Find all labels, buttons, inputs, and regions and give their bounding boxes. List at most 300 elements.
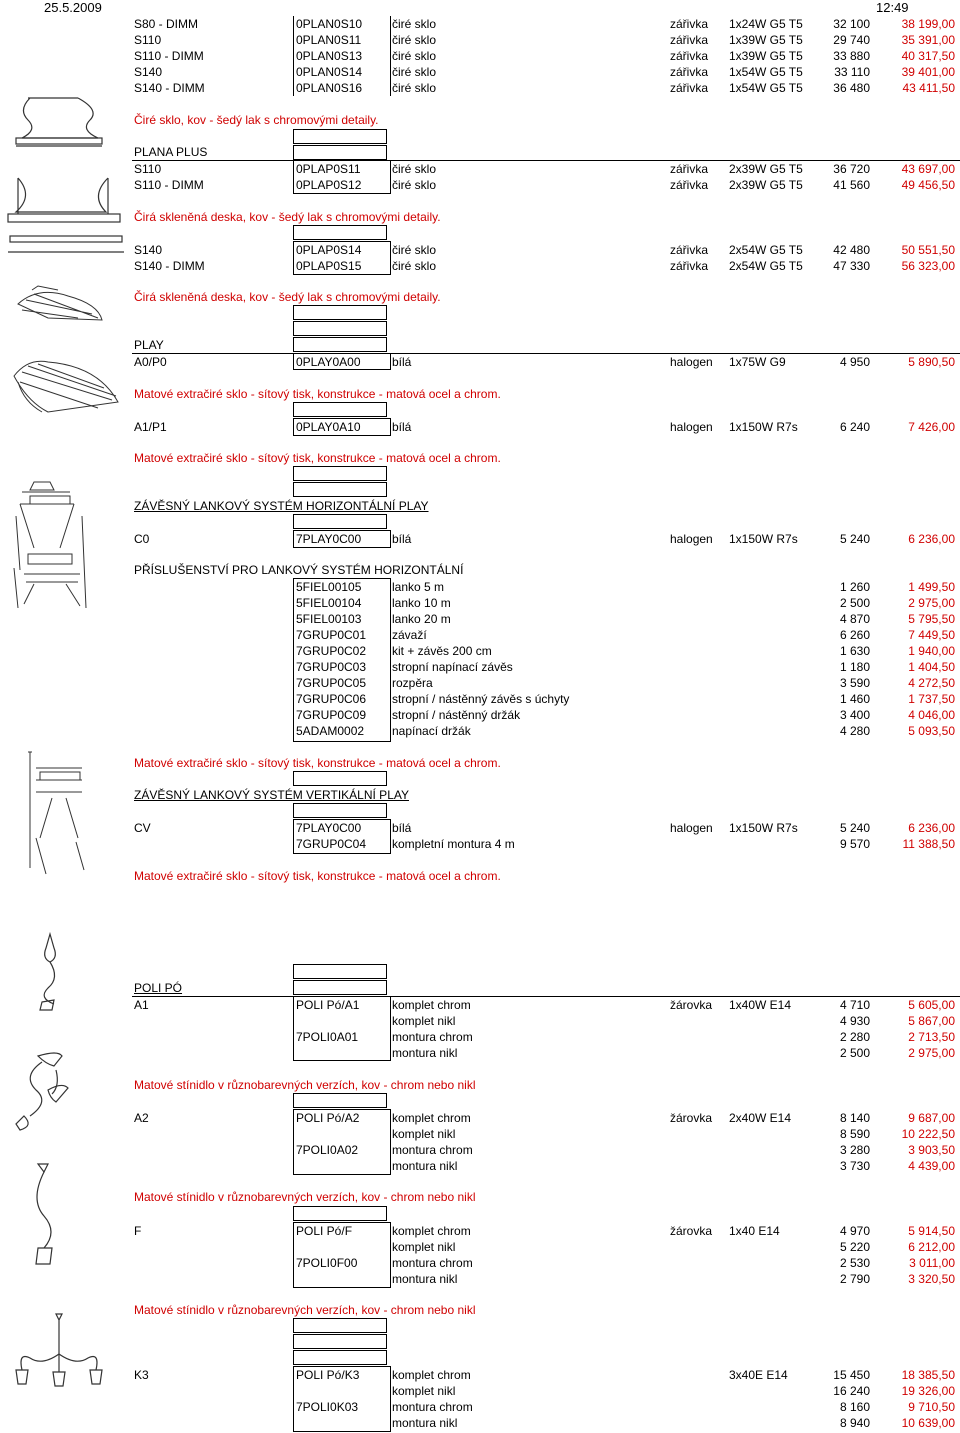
cell-desc: čiré sklo xyxy=(392,65,437,79)
cell-code: 0PLAP0S14 xyxy=(296,243,362,257)
empty-cell xyxy=(293,321,387,336)
cell-p2: 43 411,50 xyxy=(902,81,955,95)
cell-desc: komplet nikl xyxy=(392,1384,456,1398)
poli-a2-illustration xyxy=(8,1046,78,1136)
cell-code: 7POLI0A02 xyxy=(296,1143,359,1157)
cell-p2: 4 439,00 xyxy=(908,1159,955,1173)
section-title-horizontal: ZÁVĚSNÝ LANKOVÝ SYSTÉM HORIZONTÁLNÍ PLAY xyxy=(134,499,429,513)
cell-p1: 9 570 xyxy=(839,837,870,851)
cell-code: 0PLAN0S16 xyxy=(296,81,363,95)
cell-pow: 1x150W R7s xyxy=(729,821,798,835)
cell-p1: 36 720 xyxy=(833,162,870,176)
empty-cell xyxy=(293,129,387,144)
cell-p1: 15 450 xyxy=(833,1368,870,1382)
table-row xyxy=(0,1271,960,1287)
cell-p2: 3 320,50 xyxy=(908,1272,955,1286)
cell-p1: 8 940 xyxy=(839,1416,870,1430)
cell-name: S110 - DIMM xyxy=(134,49,204,63)
table-row xyxy=(0,1367,960,1383)
section-title-vertical: ZÁVĚSNÝ LANKOVÝ SYSTÉM VERTIKÁLNÍ PLAY xyxy=(134,788,409,802)
note-play-b: Matové extračiré sklo - sítový tisk, konstrukce - matová ocel a chrom. xyxy=(134,451,501,465)
cell-pow: 1x54W G5 T5 xyxy=(729,65,803,79)
table-row xyxy=(0,242,960,258)
cell-src: žárovka xyxy=(670,998,713,1012)
cell-p1: 5 240 xyxy=(839,532,870,546)
cell-code: 0PLAN0S10 xyxy=(296,17,363,31)
empty-cell xyxy=(293,803,387,818)
divider-line xyxy=(132,160,960,161)
cell-desc: napínací držák xyxy=(392,724,471,738)
cell-desc: komplet nikl xyxy=(392,1014,456,1028)
cell-p1: 36 480 xyxy=(833,81,870,95)
cell-p2: 5 890,50 xyxy=(908,355,955,369)
table-row xyxy=(0,595,960,611)
code-column-frame xyxy=(293,241,391,275)
note-horizontal: Matové extračiré sklo - sítový tisk, konstrukce - matová ocel a chrom. xyxy=(134,756,501,770)
code-column-frame xyxy=(293,418,391,436)
cell-desc: komplet chrom xyxy=(392,998,471,1012)
cell-p2: 5 795,50 xyxy=(908,612,955,626)
cell-p2: 2 975,00 xyxy=(908,1046,955,1060)
note-plana: Čiré sklo, kov - šedý lak s chromovými detaily. xyxy=(134,113,379,127)
cell-p2: 10 222,50 xyxy=(901,1127,955,1141)
empty-cell xyxy=(293,402,387,417)
cell-p1: 6 240 xyxy=(839,420,870,434)
cell-desc: bílá xyxy=(392,420,412,434)
cell-src: zářivka xyxy=(670,243,709,257)
cell-desc: čiré sklo xyxy=(392,178,437,192)
cell-p2: 56 323,00 xyxy=(901,259,955,273)
cell-p2: 9 687,00 xyxy=(908,1111,955,1125)
cell-p1: 2 790 xyxy=(839,1272,870,1286)
cell-p2: 5 914,50 xyxy=(908,1224,955,1238)
print-time: 12:49 xyxy=(876,0,909,15)
cell-desc: montura chrom xyxy=(392,1400,473,1414)
vertical-system-illustration xyxy=(22,748,92,878)
code-column-frame xyxy=(293,578,391,742)
cell-p2: 11 388,50 xyxy=(902,837,955,851)
cell-p1: 2 280 xyxy=(839,1030,870,1044)
table-row xyxy=(0,820,960,836)
table-row xyxy=(0,1223,960,1239)
cell-code: 5FIEL00103 xyxy=(296,612,362,626)
cell-name: S140 - DIMM xyxy=(134,81,205,95)
cell-src: žárovka xyxy=(670,1224,713,1238)
cell-desc: stropní / nástěnný závěs s úchyty xyxy=(392,692,570,706)
cell-p1: 8 140 xyxy=(839,1111,870,1125)
cell-p1: 5 220 xyxy=(839,1240,870,1254)
table-row xyxy=(0,80,960,96)
cell-p2: 1 499,50 xyxy=(908,580,955,594)
cell-desc: montura nikl xyxy=(392,1046,458,1060)
cell-pow: 1x150W R7s xyxy=(729,532,798,546)
cell-src: žárovka xyxy=(670,1111,713,1125)
cell-desc: montura nikl xyxy=(392,1272,458,1286)
cell-desc: montura chrom xyxy=(392,1256,473,1270)
note-play-a: Matové extračiré sklo - sítový tisk, konstrukce - matová ocel a chrom. xyxy=(134,387,501,401)
divider-line xyxy=(132,996,960,997)
empty-cell xyxy=(293,225,387,240)
cell-code: 0PLAN0S11 xyxy=(296,33,362,47)
cell-p1: 4 930 xyxy=(839,1014,870,1028)
cell-code: 7GRUP0C01 xyxy=(296,628,367,642)
code-column-frame xyxy=(293,16,391,96)
cell-p1: 4 950 xyxy=(839,355,870,369)
section-title-play: PLAY xyxy=(134,338,164,352)
code-column-frame xyxy=(293,353,391,370)
cell-name: CV xyxy=(134,821,151,835)
cell-desc: kompletní montura 4 m xyxy=(392,837,515,851)
cell-src: halogen xyxy=(670,821,713,835)
cell-code: 7POLI0A01 xyxy=(296,1030,359,1044)
empty-cell xyxy=(293,1350,387,1365)
empty-cell xyxy=(293,514,387,529)
table-row xyxy=(0,627,960,643)
plana-lamp-illustration xyxy=(8,90,108,152)
cell-p1: 41 560 xyxy=(833,178,870,192)
cell-name: S110 - DIMM xyxy=(134,178,204,192)
cell-desc: stropní / nástěnný držák xyxy=(392,708,521,722)
cell-p2: 3 011,00 xyxy=(909,1256,955,1270)
cell-p1: 42 480 xyxy=(833,243,870,257)
cell-p1: 2 500 xyxy=(839,596,870,610)
cell-name: S140 xyxy=(134,243,163,257)
table-row xyxy=(0,531,960,547)
cell-p1: 2 500 xyxy=(839,1046,870,1060)
cell-desc: čiré sklo xyxy=(392,259,437,273)
note-poli-a1: Matové stínidlo v různobarevných verzích, kov - chrom nebo nikl xyxy=(134,1078,476,1092)
cell-code: 0PLAP0S11 xyxy=(296,162,361,176)
cell-src: zářivka xyxy=(670,49,709,63)
cell-code: 5ADAM0002 xyxy=(296,724,365,738)
code-column-frame xyxy=(293,1366,391,1432)
cell-p1: 4 870 xyxy=(839,612,870,626)
empty-cell xyxy=(293,980,387,995)
cell-name: F xyxy=(134,1224,142,1238)
cell-code: POLI Pó/A1 xyxy=(296,998,360,1012)
cell-code: 7GRUP0C06 xyxy=(296,692,367,706)
table-row xyxy=(0,1415,960,1431)
cell-p2: 5 867,00 xyxy=(908,1014,955,1028)
cell-name: S140 xyxy=(134,65,163,79)
cell-pow: 1x40W E14 xyxy=(729,998,792,1012)
cell-p1: 47 330 xyxy=(833,259,870,273)
cell-desc: čiré sklo xyxy=(392,33,437,47)
section-title-poli: POLI PÓ xyxy=(134,981,183,995)
cell-code: 0PLAY0A10 xyxy=(296,420,361,434)
cell-p2: 10 639,00 xyxy=(901,1416,955,1430)
cell-pow: 1x75W G9 xyxy=(729,355,786,369)
cell-p2: 5 605,00 xyxy=(908,998,955,1012)
cell-p2: 1 737,50 xyxy=(908,692,955,706)
table-row xyxy=(0,32,960,48)
cell-desc: čiré sklo xyxy=(392,17,437,31)
cell-desc: komplet chrom xyxy=(392,1111,471,1125)
cell-p1: 8 160 xyxy=(839,1400,870,1414)
cell-p2: 43 697,00 xyxy=(901,162,955,176)
cell-p2: 4 272,50 xyxy=(908,676,955,690)
cell-p2: 6 212,00 xyxy=(908,1240,955,1254)
cell-p1: 16 240 xyxy=(833,1384,870,1398)
cell-code: 7GRUP0C09 xyxy=(296,708,367,722)
cell-p2: 40 317,50 xyxy=(901,49,955,63)
cell-desc: bílá xyxy=(392,355,412,369)
cell-p2: 19 326,00 xyxy=(901,1384,955,1398)
cell-pow: 1x39W G5 T5 xyxy=(729,33,803,47)
cell-src: halogen xyxy=(670,420,713,434)
cell-code: 0PLAP0S15 xyxy=(296,259,362,273)
cell-p2: 6 236,00 xyxy=(908,532,955,546)
cell-p2: 38 199,00 xyxy=(901,17,955,31)
cell-desc: závaží xyxy=(392,628,427,642)
cell-name: S80 - DIMM xyxy=(134,17,199,31)
divider-line xyxy=(132,353,960,354)
table-row xyxy=(0,1013,960,1029)
cell-p1: 1 630 xyxy=(839,644,870,658)
empty-cell xyxy=(293,1334,387,1349)
poli-f-illustration xyxy=(24,1160,74,1272)
cell-p1: 4 710 xyxy=(839,998,870,1012)
cell-code: POLI Pó/A2 xyxy=(296,1111,360,1125)
cell-p1: 1 260 xyxy=(839,580,870,594)
cell-src: zářivka xyxy=(670,178,709,192)
table-row xyxy=(0,1029,960,1045)
table-row xyxy=(0,723,960,739)
cell-p2: 50 551,50 xyxy=(901,243,955,257)
print-date: 25.5.2009 xyxy=(44,0,102,15)
table-row xyxy=(0,354,960,370)
cell-src: zářivka xyxy=(670,33,709,47)
table-row xyxy=(0,258,960,274)
play-lamp-illustration-a xyxy=(8,284,108,324)
cell-code: POLI Pó/K3 xyxy=(296,1368,360,1382)
cell-pow: 2x54W G5 T5 xyxy=(729,243,803,257)
cell-p2: 2 713,50 xyxy=(908,1030,955,1044)
cell-desc: lanko 10 m xyxy=(392,596,451,610)
cell-pow: 2x54W G5 T5 xyxy=(729,259,803,273)
cell-code: 7POLI0F00 xyxy=(296,1256,358,1270)
cell-desc: bílá xyxy=(392,532,412,546)
cell-src: zářivka xyxy=(670,162,709,176)
cell-p2: 1 940,00 xyxy=(908,644,955,658)
table-row xyxy=(0,16,960,32)
section-title-plana-plus: PLANA PLUS xyxy=(134,145,208,159)
note-vertical: Matové extračiré sklo - sítový tisk, konstrukce - matová ocel a chrom. xyxy=(134,869,501,883)
cell-p2: 49 456,50 xyxy=(901,178,955,192)
cell-p1: 5 240 xyxy=(839,821,870,835)
cell-p2: 7 426,00 xyxy=(908,420,955,434)
cell-p1: 33 880 xyxy=(833,49,870,63)
cell-code: 7POLI0K03 xyxy=(296,1400,359,1414)
cell-pow: 1x39W G5 T5 xyxy=(729,49,803,63)
cell-p2: 9 710,50 xyxy=(908,1400,955,1414)
empty-cell xyxy=(293,771,387,786)
cell-p1: 4 280 xyxy=(839,724,870,738)
empty-cell xyxy=(293,466,387,481)
table-row xyxy=(0,643,960,659)
cell-p2: 4 046,00 xyxy=(908,708,955,722)
table-row xyxy=(0,611,960,627)
cell-src: zářivka xyxy=(670,81,709,95)
table-row xyxy=(0,1158,960,1174)
cell-name: A1 xyxy=(134,998,149,1012)
cell-p1: 3 280 xyxy=(839,1143,870,1157)
cell-p1: 3 730 xyxy=(839,1159,870,1173)
cell-code: 0PLAY0A00 xyxy=(296,355,361,369)
cell-desc: lanko 20 m xyxy=(392,612,451,626)
cell-p1: 8 590 xyxy=(839,1127,870,1141)
cell-desc: komplet chrom xyxy=(392,1368,471,1382)
cell-pow: 1x40 E14 xyxy=(729,1224,780,1238)
table-row xyxy=(0,707,960,723)
cell-desc: lanko 5 m xyxy=(392,580,445,594)
cell-pow: 2x39W G5 T5 xyxy=(729,178,803,192)
cell-desc: čiré sklo xyxy=(392,81,437,95)
cell-src: zářivka xyxy=(670,17,709,31)
cell-p1: 1 180 xyxy=(839,660,870,674)
cell-desc: čiré sklo xyxy=(392,49,437,63)
cell-p1: 6 260 xyxy=(839,628,870,642)
cell-desc: komplet chrom xyxy=(392,1224,471,1238)
cell-code: 5FIEL00104 xyxy=(296,596,362,610)
table-row xyxy=(0,675,960,691)
note-poli-f: Matové stínidlo v různobarevných verzích, kov - chrom nebo nikl xyxy=(134,1303,476,1317)
code-column-frame xyxy=(293,819,391,854)
table-row xyxy=(0,177,960,193)
code-column-frame xyxy=(293,996,391,1061)
cell-desc: komplet nikl xyxy=(392,1127,456,1141)
cell-pow: 3x40E E14 xyxy=(729,1368,788,1382)
cell-p1: 1 460 xyxy=(839,692,870,706)
cell-code: 7GRUP0C03 xyxy=(296,660,367,674)
table-row xyxy=(0,1045,960,1061)
cell-p1: 33 110 xyxy=(834,65,870,79)
code-column-frame xyxy=(293,160,391,194)
cell-name: C0 xyxy=(134,532,150,546)
cell-desc: montura chrom xyxy=(392,1143,473,1157)
empty-cell xyxy=(293,305,387,320)
cell-name: A1/P1 xyxy=(134,420,167,434)
note-poli-a2: Matové stínidlo v různobarevných verzích, kov - chrom nebo nikl xyxy=(134,1190,476,1204)
cell-p2: 18 385,50 xyxy=(901,1368,955,1382)
cell-p1: 3 400 xyxy=(839,708,870,722)
cell-desc: montura nikl xyxy=(392,1416,458,1430)
cell-desc: montura nikl xyxy=(392,1159,458,1173)
table-row xyxy=(0,691,960,707)
cell-p2: 7 449,50 xyxy=(908,628,955,642)
cell-name: S140 - DIMM xyxy=(134,259,205,273)
cell-desc: čiré sklo xyxy=(392,162,437,176)
cell-code: 5FIEL00105 xyxy=(296,580,362,594)
plana-plus-lamp-illustration xyxy=(4,172,128,264)
cell-p2: 3 903,50 xyxy=(908,1143,955,1157)
note-plana-plus-b: Čirá skleněná deska, kov - šedý lak s chromovými detaily. xyxy=(134,290,441,304)
code-column-frame xyxy=(293,530,391,548)
empty-cell xyxy=(293,145,387,160)
empty-cell xyxy=(293,482,387,497)
cell-desc: bílá xyxy=(392,821,412,835)
table-row xyxy=(0,1110,960,1126)
cell-desc: stropní napínací závěs xyxy=(392,660,513,674)
empty-cell xyxy=(293,1206,387,1221)
horizontal-system-illustration xyxy=(10,478,90,618)
cell-desc: komplet nikl xyxy=(392,1240,456,1254)
table-row xyxy=(0,1383,960,1399)
code-column-frame xyxy=(293,1109,391,1175)
table-row xyxy=(0,1142,960,1158)
cell-p2: 1 404,50 xyxy=(908,660,955,674)
table-row xyxy=(0,1239,960,1255)
section-title-accessories: PŘÍSLUŠENSTVÍ PRO LANKOVÝ SYSTÉM HORIZONTÁLNÍ xyxy=(134,563,464,577)
table-row xyxy=(0,1399,960,1415)
table-row xyxy=(0,579,960,595)
cell-code: 0PLAN0S13 xyxy=(296,49,363,63)
poli-k3-illustration xyxy=(8,1310,108,1398)
table-row xyxy=(0,419,960,435)
cell-pow: 1x24W G5 T5 xyxy=(729,17,803,31)
empty-cell xyxy=(293,337,387,352)
code-column-frame xyxy=(293,1222,391,1288)
cell-name: S110 xyxy=(134,33,162,47)
cell-code: 0PLAN0S14 xyxy=(296,65,363,79)
cell-desc: čiré sklo xyxy=(392,243,437,257)
cell-name: A2 xyxy=(134,1111,149,1125)
cell-code: 0PLAP0S12 xyxy=(296,178,362,192)
cell-code: 7GRUP0C02 xyxy=(296,644,367,658)
cell-pow: 2x40W E14 xyxy=(729,1111,792,1125)
empty-cell xyxy=(293,1093,387,1108)
cell-p2: 35 391,00 xyxy=(901,33,955,47)
cell-code: 7PLAY0C00 xyxy=(296,821,362,835)
cell-p1: 32 100 xyxy=(833,17,870,31)
note-plana-plus-a: Čirá skleněná deska, kov - šedý lak s chromovými detaily. xyxy=(134,210,441,224)
cell-p2: 5 093,50 xyxy=(908,724,955,738)
cell-p2: 39 401,00 xyxy=(901,65,955,79)
empty-cell xyxy=(293,964,387,979)
table-row xyxy=(0,997,960,1013)
cell-pow: 1x150W R7s xyxy=(729,420,798,434)
table-row xyxy=(0,1126,960,1142)
cell-desc: kit + závěs 200 cm xyxy=(392,644,492,658)
play-lamp-illustration-b xyxy=(8,352,128,422)
table-row xyxy=(0,48,960,64)
table-row xyxy=(0,161,960,177)
cell-desc: rozpěra xyxy=(392,676,433,690)
cell-desc: montura chrom xyxy=(392,1030,473,1044)
cell-src: halogen xyxy=(670,355,713,369)
cell-p2: 6 236,00 xyxy=(908,821,955,835)
table-row xyxy=(0,64,960,80)
cell-name: K3 xyxy=(134,1368,149,1382)
cell-pow: 2x39W G5 T5 xyxy=(729,162,803,176)
cell-src: halogen xyxy=(670,532,713,546)
cell-code: 7GRUP0C04 xyxy=(296,837,367,851)
empty-cell xyxy=(293,1318,387,1333)
table-row xyxy=(0,836,960,852)
cell-src: zářivka xyxy=(670,65,709,79)
cell-p1: 2 530 xyxy=(839,1256,870,1270)
cell-p2: 2 975,00 xyxy=(908,596,955,610)
cell-code: 7PLAY0C00 xyxy=(296,532,362,546)
cell-name: A0/P0 xyxy=(134,355,167,369)
cell-src: zářivka xyxy=(670,259,709,273)
cell-p1: 4 970 xyxy=(839,1224,870,1238)
table-row xyxy=(0,659,960,675)
cell-code: POLI Pó/F xyxy=(296,1224,353,1238)
cell-p1: 29 740 xyxy=(833,33,870,47)
cell-p1: 3 590 xyxy=(839,676,870,690)
cell-code: 7GRUP0C05 xyxy=(296,676,367,690)
